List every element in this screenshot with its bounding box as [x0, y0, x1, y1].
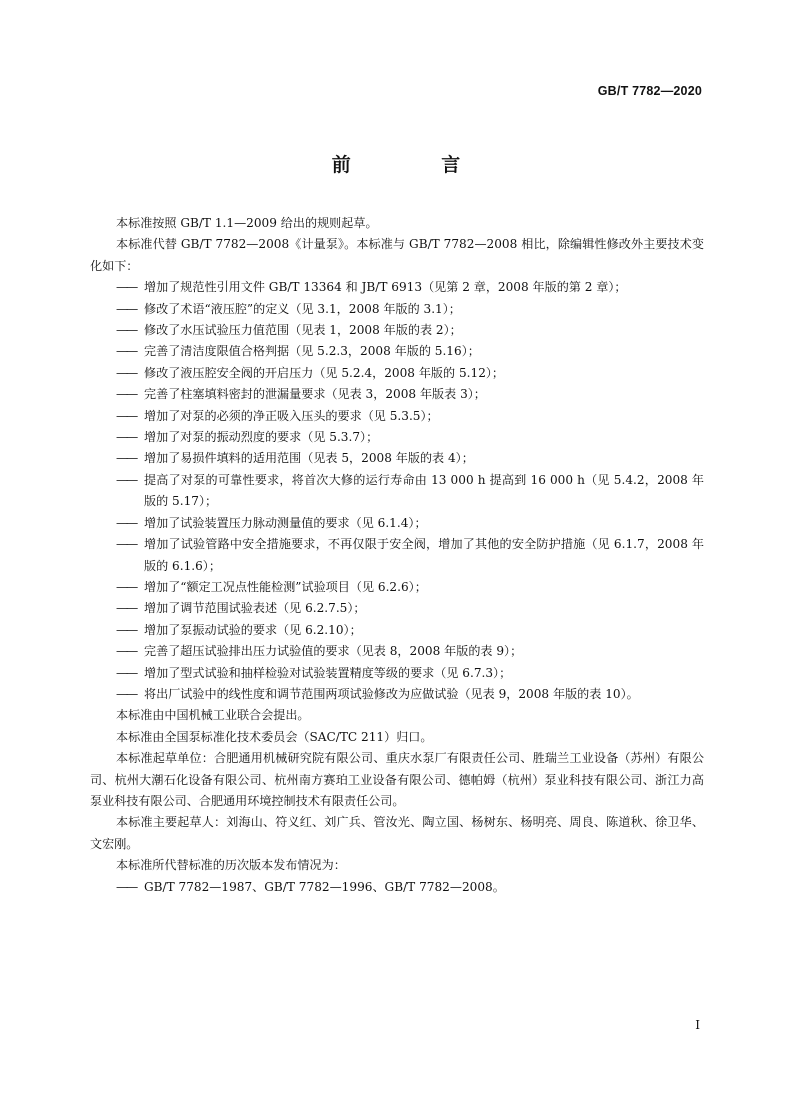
change-item-text: 修改了液压腔安全阀的开启压力（见 5.2.4，2008 年版的 5.12）；	[144, 365, 505, 380]
page-number: I	[695, 1018, 700, 1032]
intro-paragraph: 本标准按照 GB/T 1.1—2009 给出的规则起草。	[116, 216, 378, 230]
closing-paragraph: 本标准主要起草人：刘海山、符义红、刘广兵、管汝光、陶立国、杨树东、杨明亮、周良、陈道秋、徐卫华、文宏刚。	[90, 815, 704, 851]
change-item	[90, 320, 704, 341]
closing-paragraph: 本标准所代替标准的历次版本发布情况为：	[116, 858, 346, 873]
change-item	[90, 620, 704, 641]
change-item-text: 增加了试验管路中安全措施要求，不再仅限于安全阀，增加了其他的安全防护措施（见 6.1.7，2008 年版的 6.1.6）；	[144, 537, 704, 573]
dash-mark: ——	[116, 515, 137, 530]
change-item	[90, 384, 704, 405]
change-item-text: 完善了柱塞填料密封的泄漏量要求（见表 3，2008 年版表 3）；	[144, 387, 486, 402]
dash-mark: ——	[116, 280, 137, 295]
history-item	[90, 877, 704, 898]
change-item	[90, 641, 704, 662]
history-item-text: GB/T 7782—1987、GB/T 7782—1996、GB/T 7782—2008。	[144, 879, 505, 894]
change-item-text: 完善了清洁度限值合格判据（见 5.2.3，2008 年版的 5.16）；	[144, 344, 480, 359]
intro-paragraph: 本标准代替 GB/T 7782—2008《计量泵》。本标准与 GB/T 7782—2008 相比，除编辑性修改外主要技术变化如下：	[90, 237, 704, 273]
dash-mark: ——	[116, 537, 137, 552]
closing-paragraph: 本标准由全国泵标准化技术委员会（SAC/TC 211）归口。	[116, 729, 433, 744]
change-item	[90, 577, 704, 598]
change-item-text: 增加了泵振动试验的要求（见 6.2.10）；	[144, 622, 362, 637]
dash-mark: ——	[116, 472, 137, 487]
dash-mark: ——	[116, 644, 137, 659]
change-item	[90, 470, 704, 513]
change-item	[90, 684, 704, 705]
standard-code-header: GB/T 7782—2020	[597, 84, 702, 98]
page-title: 前 言	[331, 154, 503, 176]
change-item	[90, 598, 704, 619]
dash-mark: ——	[116, 665, 137, 680]
change-item	[90, 427, 704, 448]
change-item	[90, 363, 704, 384]
dash-mark: ——	[116, 879, 137, 894]
change-item-text: 增加了试验装置压力脉动测量值的要求（见 6.1.4）；	[144, 515, 427, 530]
dash-mark: ——	[116, 622, 137, 637]
change-item	[90, 663, 704, 684]
change-item	[90, 534, 704, 577]
change-item	[90, 277, 704, 298]
change-item-text: 增加了“额定工况点性能检测”试验项目（见 6.2.6）；	[144, 579, 427, 594]
dash-mark: ——	[116, 365, 137, 380]
change-item-text: 增加了易损件填料的适用范围（见表 5，2008 年版的表 4）；	[144, 451, 474, 466]
dash-mark: ——	[116, 686, 137, 701]
change-item	[90, 448, 704, 469]
change-item-text: 增加了对泵的振动烈度的要求（见 5.3.7）；	[144, 430, 379, 445]
dash-mark: ——	[116, 301, 137, 316]
dash-mark: ——	[116, 579, 137, 594]
change-item-text: 增加了规范性引用文件 GB/T 13364 和 JB/T 6913（见第 2 章，2008 年版的第 2 章）；	[144, 280, 627, 295]
change-item	[90, 341, 704, 362]
dash-mark: ——	[116, 430, 137, 445]
change-item	[90, 299, 704, 320]
change-item-text: 增加了型式试验和抽样检验对试验装置精度等级的要求（见 6.7.3）；	[144, 665, 512, 680]
change-item	[90, 513, 704, 534]
closing-paragraph: 本标准由中国机械工业联合会提出。	[116, 708, 310, 723]
closing-paragraph: 本标准起草单位：合肥通用机械研究院有限公司、重庆水泵厂有限责任公司、胜瑞兰工业设备（苏州）有限公司、杭州大潮石化设备有限公司、杭州南方赛珀工业设备有限公司、德帕姆（杭州）泵业科技有限公司、浙江力高泵业科技有限公司、合肥通用环境控制技术有限责任公司。	[90, 751, 704, 808]
change-item-text: 修改了术语“液压腔”的定义（见 3.1，2008 年版的 3.1）；	[144, 301, 461, 316]
change-item-text: 将出厂试验中的线性度和调节范围两项试验修改为应做试验（见表 9，2008 年版的表 10）。	[144, 686, 639, 701]
change-item-text: 增加了对泵的必须的净正吸入压头的要求（见 5.3.5）；	[144, 408, 439, 423]
change-item-text: 完善了超压试验排出压力试验值的要求（见表 8，2008 年版的表 9）；	[144, 644, 523, 659]
dash-mark: ——	[116, 451, 137, 466]
foreword-body	[90, 213, 704, 898]
change-item-text: 修改了水压试验压力值范围（见表 1，2008 年版的表 2）；	[144, 323, 462, 338]
dash-mark: ——	[116, 323, 137, 338]
dash-mark: ——	[116, 387, 137, 402]
dash-mark: ——	[116, 344, 137, 359]
change-item-text: 提高了对泵的可靠性要求，将首次大修的运行寿命由 13 000 h 提高到 16 000 h（见 5.4.2，2008 年版的 5.17）；	[144, 472, 704, 509]
dash-mark: ——	[116, 408, 137, 423]
change-item	[90, 406, 704, 427]
change-item-text: 增加了调节范围试验表述（见 6.2.7.5）；	[144, 601, 366, 616]
dash-mark: ——	[116, 601, 137, 616]
